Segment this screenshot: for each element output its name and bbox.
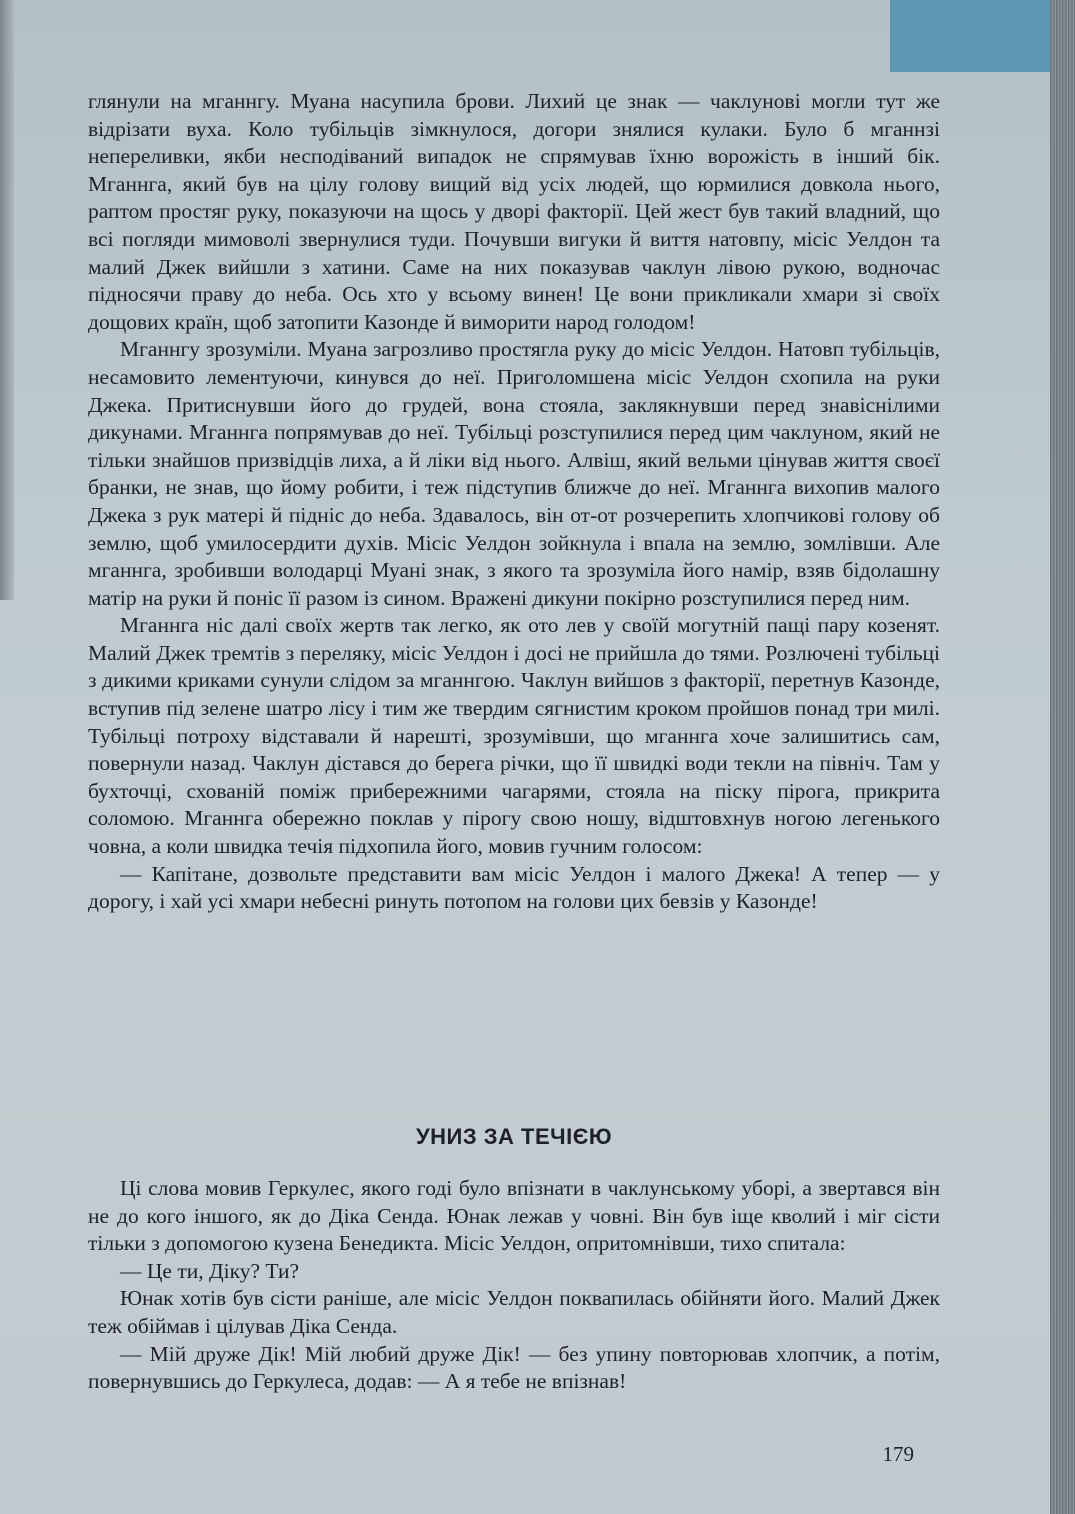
paragraph-3: Мганнга ніс далі своїх жертв так легко, як ото лев у своїй могутній пащі пару козенят. Малий Джек тремтів з переляку, місіс Уелдон і досі не прийшла до тями. Розлючені тубільці з дикими криками сунули слідом за мганнгою. Чаклун вийшов з факторії, перетнув Казонде, вступив під зелене шатро лісу і тим же твердим сягнистим кроком пройшов понад три милі. Тубільці потроху відставали й нарешті, зрозумівши, що мганнга хоче залишитись сам, повернули назад. Чаклун дістався до берега річки, що її швидкі води текли на північ. Там у бухточці, схованій поміж прибережними чагарями, стояла на піску пірога, прикрита соломою. Мганнга обережно поклав у пірогу свою ношу, відштовхнув ногою легенького човна, а коли швидка течія підхопила його, мовив гучним голосом: [88,613,940,859]
section-paragraph-2: — Це ти, Діку? Ти? [120,1258,300,1283]
page-left-edge [0,0,14,600]
paragraph-4: — Капітане, дозвольте представити вам місіс Уелдон і малого Джека! А тепер — у дорогу, і хай усі хмари небесні ринуть потопом на голови цих бевзів у Казонде! [88,861,940,914]
section-paragraph-3: Юнак хотів був сісти раніше, але місіс Уелдон поквапилась обійняти його. Малий Джек теж обіймав і цілував Діка Сенда. [88,1286,940,1338]
corner-color-tab [890,0,1050,72]
section-heading: УНИЗ ЗА ТЕЧІЄЮ [415,1124,613,1149]
paragraph-1: глянули на мганнгу. Муана насупила брови. Лихий це знак — чаклунові могли тут же відрізати вуха. Коло тубільців зімкнулося, догори знялися кулаки. Було б мганнзі непереливки, якби несподіваний випадок не спрямував їхню ворожість в інший бік. Мганнга, який був на цілу голову вищий від усіх людей, що юрмилися довкола нього, раптом простяг руку, показуючи на щось у дворі факторії. Цей жест був такий владний, що всі погляди мимоволі звернулися туди. Почувши вигуки й виття натовпу, місіс Уелдон та малий Джек вийшли з хатини. Саме на них показував чаклун лівою рукою, водночас підносячи праву до неба. Ось хто у всьому винен! Це вони прикликали хмари зі своїх дощових країн, щоб затопити Казонде й виморити народ голодом! [88,89,940,334]
section-text [88,1175,940,1396]
section-paragraph-1: Ці слова мовив Геркулес, якого годі було впізнати в чаклунському уборі, а звертався він не до кого іншого, як до Діка Сенда. Юнак лежав у човні. Він був іще кволий і міг сісти тільки з допомогою кузена Бенедикта. Місіс Уелдон, опритомнівши, тихо спитала: [88,1176,940,1256]
paragraph-2: Мганнгу зрозуміли. Муана загрозливо простягла руку до місіс Уелдон. Натовп тубільців, несамовито лементуючи, кинувся до неї. Приголомшена місіс Уелдон схопила на руки Джека. Притиснувши його до грудей, вона стояла, заклякнувши перед знавіснілими дикунами. Мганнга попрямував до неї. Тубільці розступилися перед цим чаклуном, який не тільки знайшов призвідців лиха, а й ліки від нього. Алвіш, який вельми цінував життя своєї бранки, не знав, що йому робити, і теж підступив ближче до неї. Мганнга вихопив малого Джека з рук матері й підніс до неба. Здавалось, він от-от розчерепить хлопчикові голову об землю, щоб умилосердити духів. Місіс Уелдон зойкнула і впала на землю, зомлівши. Але мганнга, зробивши володарці Муані знак, з якого та зрозуміла його намір, взяв бідолашну матір на руки й поніс її разом із сином. Вражені дикуни покірно розступилися перед ним. [88,337,940,610]
section-paragraph-4: — Мій друже Дік! Мій любий друже Дік! — без упину повторював хлопчик, а потім, повернувшись до Геркулеса, додав: — А я тебе не впізнав! [88,1341,940,1394]
body-text [88,88,940,916]
book-spine-edge [1050,0,1075,1514]
page-number: 179 [882,1442,914,1466]
